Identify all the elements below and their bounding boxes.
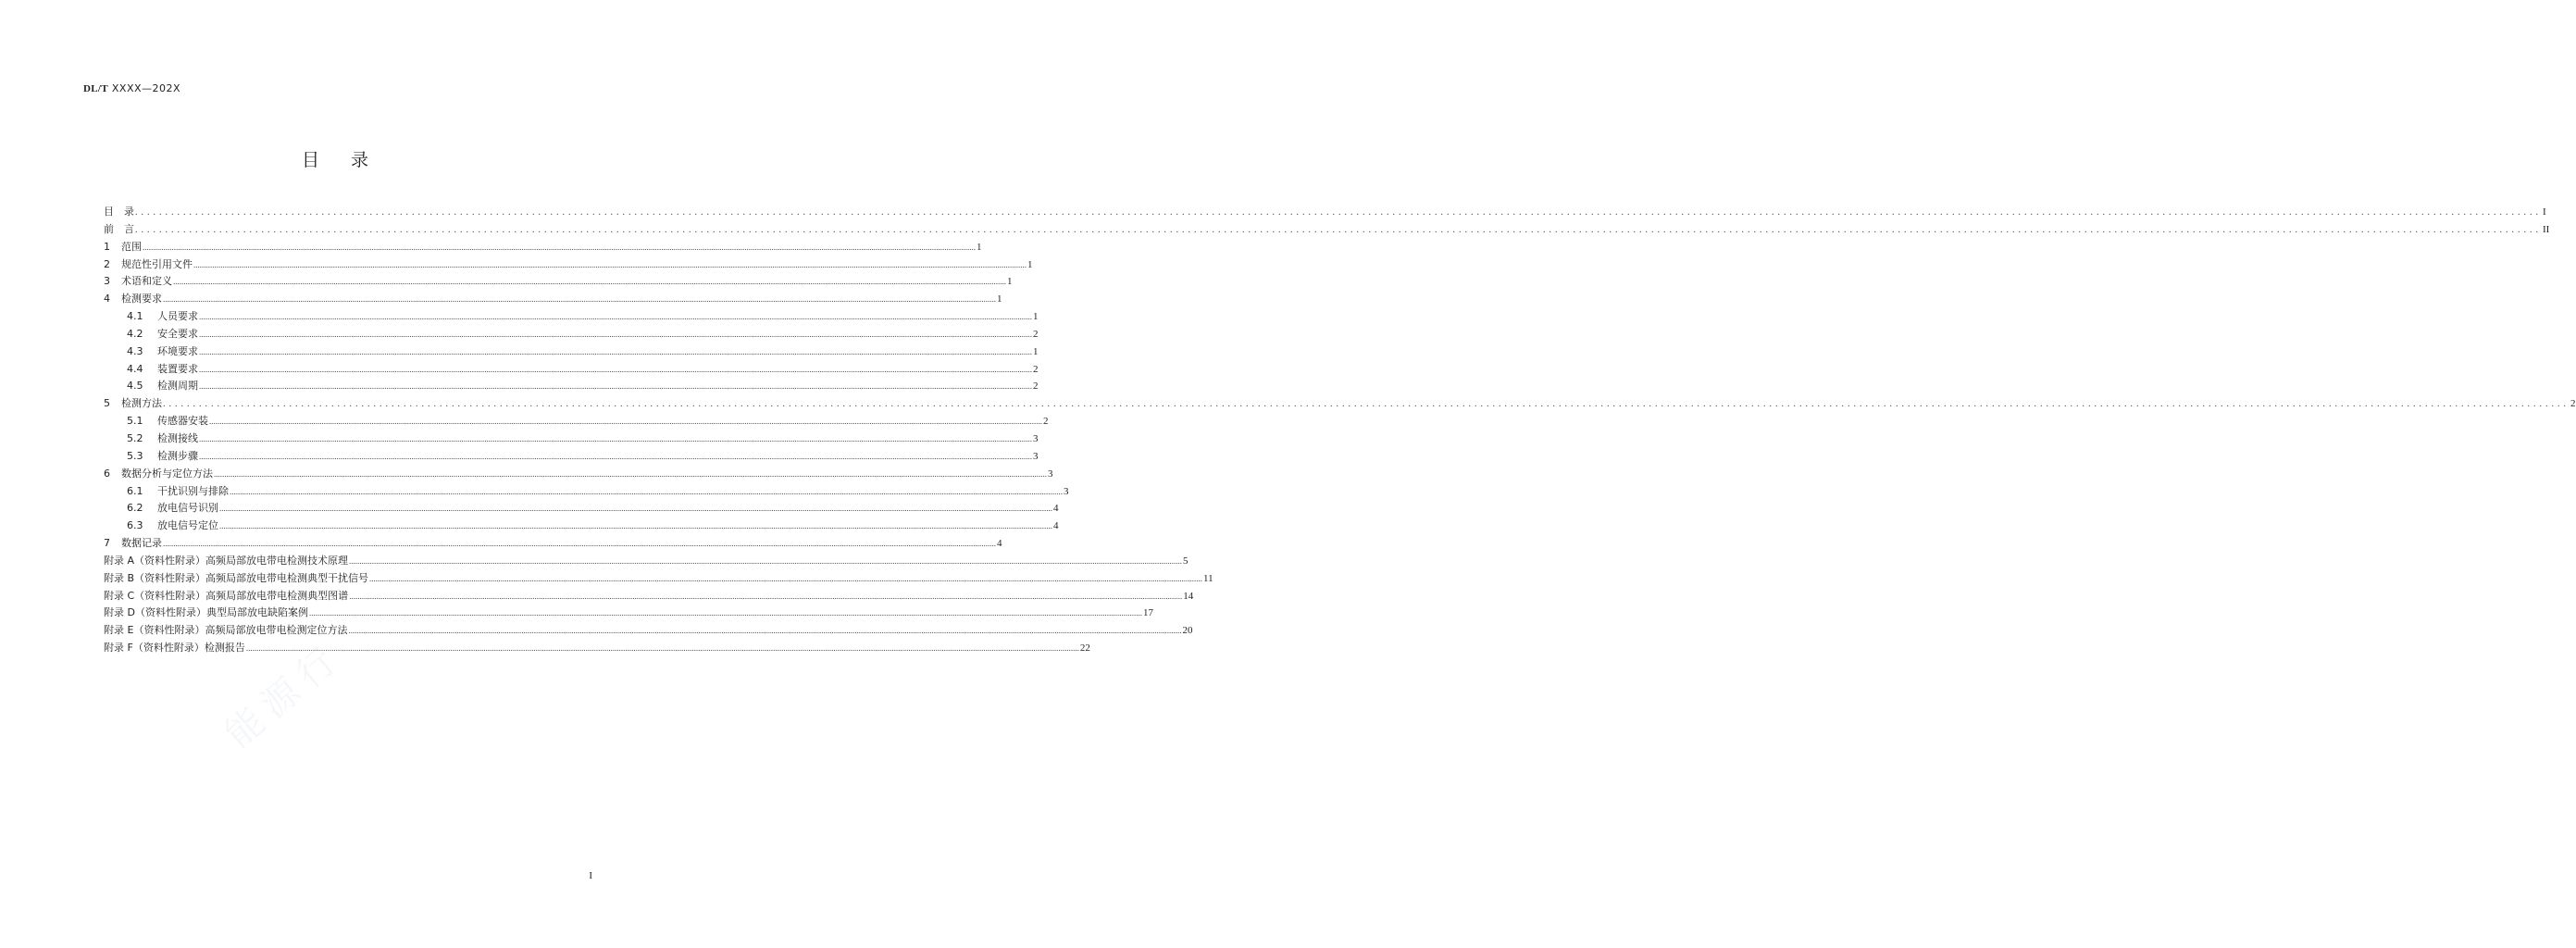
dot-leader: ................................................................................................................................................................................................................................................................................................................................................................................................................ bbox=[308, 608, 1142, 618]
toc-entry[interactable] bbox=[104, 291, 1002, 308]
toc-entry-number: 4.5 bbox=[127, 380, 143, 393]
toc-entry-number: 5.2 bbox=[127, 431, 143, 444]
toc-entry-title: 装置要求 bbox=[157, 362, 198, 375]
toc-entry-title: 人员要求 bbox=[157, 310, 198, 323]
toc-entry-number: 4.1 bbox=[127, 310, 143, 323]
toc-entry-number: 7 bbox=[104, 537, 110, 550]
toc-entry[interactable] bbox=[104, 570, 1213, 588]
toc-entry[interactable] bbox=[104, 622, 1193, 640]
toc-entry-number: 4.3 bbox=[127, 344, 143, 357]
toc-entry-number: 6 bbox=[104, 467, 110, 480]
dot-leader: ................................................................................................................................................................................................................................................................................................................................................................................................................ bbox=[163, 294, 996, 305]
toc-entry-page: 5 bbox=[1183, 555, 1188, 567]
toc-entry-title: 附录 F（资料性附录）检测报告 bbox=[104, 642, 245, 655]
toc-entry[interactable] bbox=[104, 308, 1039, 326]
toc-entry[interactable] bbox=[104, 343, 1039, 361]
dot-leader: ................................................................................................................................................................................................................................................................................................................................................................................................................ bbox=[199, 451, 1032, 461]
toc-entry[interactable] bbox=[104, 605, 1153, 622]
toc-entry-title: 传感器安装 bbox=[157, 415, 208, 428]
toc-entry[interactable] bbox=[104, 535, 1002, 553]
toc-entry-number: 4.4 bbox=[127, 362, 143, 375]
toc-entry[interactable] bbox=[104, 239, 982, 256]
dot-leader: ................................................................................................................................................................................................................................................................................................................................................................................................................ bbox=[199, 381, 1032, 392]
toc-entry-title: 检测周期 bbox=[157, 380, 198, 393]
dot-leader: ................................................................................................................................................................................................................................................................................................................................................................................................................ bbox=[219, 504, 1052, 514]
toc-entry-page: 4 bbox=[997, 538, 1002, 550]
toc-entry-title: 检测要求 bbox=[121, 293, 162, 306]
toc-entry-number: 4 bbox=[104, 293, 110, 306]
toc-entry[interactable] bbox=[104, 221, 2550, 239]
toc-entry-title: 数据记录 bbox=[121, 537, 162, 550]
toc-entry[interactable] bbox=[104, 256, 1033, 274]
toc-entry-title: 目 录 bbox=[104, 206, 134, 218]
dot-leader: ................................................................................................................................................................................................................................................................................................................................................................................................................ bbox=[245, 643, 1079, 654]
toc-entry-page: 20 bbox=[1182, 625, 1193, 637]
toc-entry-page: 2 bbox=[2570, 398, 2576, 410]
toc-entry-number: 5.3 bbox=[127, 449, 143, 462]
toc-entry-page: 1 bbox=[1033, 311, 1039, 323]
dot-leader: ................................................................................................................................................................................................................................................................................................................................................................................................................ bbox=[199, 433, 1032, 443]
table-of-contents bbox=[104, 204, 2576, 657]
toc-entry-page: 3 bbox=[1033, 450, 1039, 462]
dot-leader: ................................................................................................................................................................................................................................................................................................................................................................................................................ bbox=[173, 277, 1006, 287]
toc-entry-title: 放电信号定位 bbox=[157, 519, 218, 532]
page-number: I bbox=[589, 870, 592, 881]
toc-entry-title: 术语和定义 bbox=[121, 275, 172, 288]
dot-leader: ................................................................................................................................................................................................................................................................................................................................................................................................................ bbox=[193, 259, 1027, 269]
dot-leader: ................................................................................................................................................................................................................................................................................................................................................................................................................ bbox=[219, 521, 1052, 531]
toc-entry-title: 干扰识别与排除 bbox=[157, 484, 229, 497]
watermark: 能源行 bbox=[218, 634, 352, 757]
toc-entry-number: 5 bbox=[104, 397, 110, 410]
dot-leader: ................................................................................................................................................................................................................................................................................................................................................................................................................ bbox=[135, 207, 2542, 218]
toc-entry-page: 3 bbox=[1048, 468, 1053, 480]
toc-entry-page: 14 bbox=[1183, 590, 1194, 602]
toc-entry-page: 2 bbox=[1043, 416, 1049, 428]
toc-entry-page: I bbox=[2543, 206, 2546, 218]
toc-entry-page: 4 bbox=[1053, 503, 1059, 515]
toc-entry-page: 22 bbox=[1079, 642, 1090, 655]
toc-entry-page: 2 bbox=[1033, 328, 1039, 340]
page-title: 目 录 bbox=[301, 150, 382, 170]
toc-entry[interactable] bbox=[104, 518, 1059, 535]
dot-leader: ................................................................................................................................................................................................................................................................................................................................................................................................................ bbox=[163, 399, 2570, 410]
dot-leader: ................................................................................................................................................................................................................................................................................................................................................................................................................ bbox=[230, 486, 1063, 496]
dot-leader: ................................................................................................................................................................................................................................................................................................................................................................................................................ bbox=[349, 591, 1183, 601]
document-code bbox=[83, 82, 180, 94]
toc-entry[interactable] bbox=[104, 553, 1188, 570]
toc-entry[interactable] bbox=[104, 378, 1039, 395]
toc-entry-number: 4.2 bbox=[127, 327, 143, 340]
toc-entry-title: 前 言 bbox=[104, 222, 134, 235]
toc-entry-page: 1 bbox=[1027, 258, 1033, 270]
toc-entry-title: 数据分析与定位方法 bbox=[121, 467, 213, 480]
toc-entry[interactable] bbox=[104, 395, 2576, 413]
dot-leader: ................................................................................................................................................................................................................................................................................................................................................................................................................ bbox=[209, 417, 1042, 427]
dot-leader: ................................................................................................................................................................................................................................................................................................................................................................................................................ bbox=[143, 242, 976, 252]
dot-leader: ................................................................................................................................................................................................................................................................................................................................................................................................................ bbox=[199, 312, 1032, 322]
toc-entry-number: 5.1 bbox=[127, 415, 143, 428]
toc-entry-page: 2 bbox=[1033, 380, 1039, 393]
toc-entry-title: 环境要求 bbox=[157, 344, 198, 357]
standard-number: XXXX—202X bbox=[107, 82, 181, 94]
toc-entry[interactable] bbox=[104, 500, 1059, 518]
toc-entry-page: 1 bbox=[1007, 276, 1013, 288]
dot-leader: ................................................................................................................................................................................................................................................................................................................................................................................................................ bbox=[349, 555, 1183, 566]
toc-entry[interactable] bbox=[104, 273, 1013, 291]
toc-entry-title: 规范性引用文件 bbox=[121, 257, 193, 270]
toc-entry-page: 11 bbox=[1203, 572, 1213, 584]
toc-entry[interactable] bbox=[104, 483, 1069, 501]
dot-leader: ................................................................................................................................................................................................................................................................................................................................................................................................................ bbox=[214, 468, 1047, 479]
toc-entry-title: 附录 E（资料性附录）高频局部放电带电检测定位方法 bbox=[104, 624, 348, 637]
standard-prefix: DL/T bbox=[83, 83, 108, 94]
toc-entry-title: 附录 C（资料性附录）高频局部放电带电检测典型图谱 bbox=[104, 589, 349, 602]
toc-entry[interactable] bbox=[104, 413, 1049, 430]
dot-leader: ................................................................................................................................................................................................................................................................................................................................................................................................................ bbox=[135, 224, 2542, 235]
toc-entry[interactable] bbox=[104, 326, 1039, 343]
toc-entry[interactable] bbox=[104, 466, 1053, 483]
toc-entry-title: 附录 A（资料性附录）高频局部放电带电检测技术原理 bbox=[104, 554, 349, 567]
toc-entry-title: 附录 D（资料性附录）典型局部放电缺陷案例 bbox=[104, 606, 308, 619]
toc-entry-page: II bbox=[2543, 223, 2550, 235]
toc-entry[interactable] bbox=[104, 361, 1039, 379]
toc-entry-title: 检测接线 bbox=[157, 431, 198, 444]
toc-entry[interactable] bbox=[104, 430, 1039, 448]
toc-entry-title: 范围 bbox=[121, 240, 142, 253]
toc-entry-title: 安全要求 bbox=[157, 327, 198, 340]
dot-leader: ................................................................................................................................................................................................................................................................................................................................................................................................................ bbox=[199, 364, 1032, 374]
toc-entry[interactable] bbox=[104, 588, 1194, 605]
toc-entry-title: 附录 B（资料性附录）高频局部放电带电检测典型干扰信号 bbox=[104, 571, 369, 584]
toc-entry-title: 检测步骤 bbox=[157, 449, 198, 462]
toc-entry-number: 6.3 bbox=[127, 519, 143, 532]
toc-entry-number: 2 bbox=[104, 257, 110, 270]
dot-leader: ................................................................................................................................................................................................................................................................................................................................................................................................................ bbox=[163, 539, 996, 549]
toc-entry-page: 2 bbox=[1033, 363, 1039, 375]
toc-entry-number: 1 bbox=[104, 240, 110, 253]
toc-entry-number: 6.2 bbox=[127, 502, 143, 515]
toc-entry-page: 17 bbox=[1142, 607, 1153, 619]
toc-entry-title: 放电信号识别 bbox=[157, 502, 218, 515]
toc-entry-page: 1 bbox=[977, 241, 982, 253]
toc-entry[interactable] bbox=[104, 204, 2546, 221]
toc-entry-page: 1 bbox=[997, 293, 1002, 306]
toc-entry-page: 3 bbox=[1033, 432, 1039, 444]
toc-entry[interactable] bbox=[104, 448, 1039, 466]
dot-leader: ................................................................................................................................................................................................................................................................................................................................................................................................................ bbox=[199, 346, 1032, 356]
toc-entry-title: 检测方法 bbox=[121, 397, 162, 410]
toc-entry-page: 1 bbox=[1033, 345, 1039, 357]
dot-leader: ................................................................................................................................................................................................................................................................................................................................................................................................................ bbox=[348, 626, 1182, 636]
toc-entry-number: 6.1 bbox=[127, 484, 143, 497]
dot-leader: ................................................................................................................................................................................................................................................................................................................................................................................................................ bbox=[369, 573, 1203, 583]
dot-leader: ................................................................................................................................................................................................................................................................................................................................................................................................................ bbox=[199, 329, 1032, 339]
toc-entry-page: 4 bbox=[1053, 520, 1059, 532]
toc-entry-number: 3 bbox=[104, 275, 110, 288]
toc-entry[interactable] bbox=[104, 640, 1090, 657]
toc-entry-page: 3 bbox=[1064, 485, 1069, 497]
